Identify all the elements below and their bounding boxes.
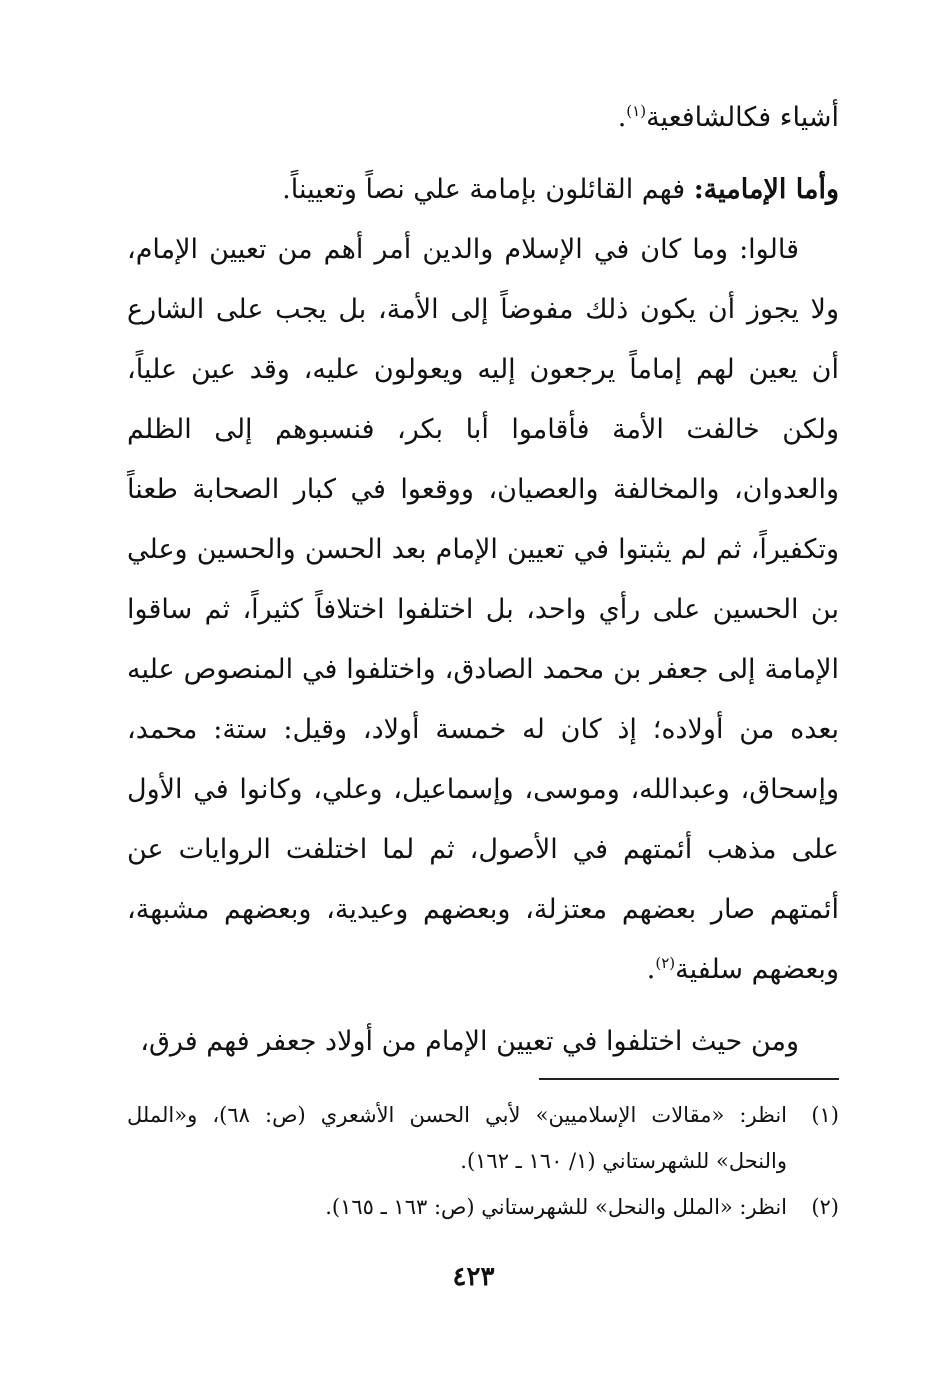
footnote-text: انظر: «الملل والنحل» للشهرستاني (ص: ١٦٣ ـ ١٦٥). — [325, 1195, 787, 1219]
punctuation: . — [617, 102, 627, 133]
footnote-number: (١) — [811, 1103, 839, 1127]
paragraph-text: ومن حيث اختلفوا في تعيين الإمام من أولاد جعفر فهم فرق، — [140, 1026, 799, 1057]
section-heading-inline: وأما الإمامية: — [693, 174, 839, 205]
paragraph-text: قالوا: وما كان في الإسلام والدين أمر أهم من تعيين الإمام، ولا يجوز أن يكون ذلك مفوضاً إلى الأمة، بل يجب على الشارع أن يعين لهم إماماً يرجعون إليه ويعولون عليه، وقد عين علياً، ولكن خالفت الأمة فأقاموا أبا بكر، فنسبوهم إلى الظلم والعدوان، والمخالفة والعصيان، ووقعوا في كبار الصحابة طعناً وتكفيراً، ثم لم يثبتوا في تعيين الإمام بعد الحسن والحسين وعلي بن الحسين على رأي واحد، بل اختلفوا اختلافاً كثيراً، ثم ساقوا الإمامة إلى جعفر بن محمد الصادق، واختلفوا في المنصوص عليه بعده من أولاده؛ إذ كان له خمسة أولاد، وقيل: ستة: محمد، وإسحاق، وعبدالله، وموسى، وإسماعيل، وعلي، وكانوا في الأول على مذهب أئمتهم في الأصول، ثم لما اختلفت الروايات عن أئمتهم صار بعضهم معتزلة، وبعضهم وعيدية، وبعضهم مشبهة، وبعضهم سلفية — [127, 234, 839, 985]
paragraph-qalu — [127, 220, 839, 1000]
footnote-text: انظر: «مقالات الإسلاميين» لأبي الحسن الأشعري (ص: ٦٨)، و«الملل والنحل» للشهرستاني (١/ ١٦٠ ـ ١٦٢). — [127, 1103, 787, 1173]
footnotes-section — [127, 1092, 839, 1230]
paragraph-text: أشياء فكالشافعية — [646, 102, 839, 133]
footnote-2 — [127, 1184, 839, 1230]
paragraph-continuation — [127, 88, 839, 148]
paragraph-imamiyya — [127, 160, 839, 220]
footnote-separator — [539, 1078, 839, 1080]
page-number: ٤٢٣ — [452, 1262, 495, 1292]
punctuation: . — [646, 954, 656, 985]
main-text — [127, 88, 839, 1072]
footnote-1 — [127, 1092, 839, 1184]
footnote-reference-1[interactable]: (١) — [626, 102, 647, 120]
paragraph-text: فهم القائلون بإمامة علي نصاً وتعييناً. — [282, 174, 694, 205]
footnote-reference-2[interactable]: (٢) — [655, 954, 676, 972]
paragraph-firaq — [127, 1012, 839, 1072]
footnote-number: (٢) — [811, 1195, 839, 1219]
